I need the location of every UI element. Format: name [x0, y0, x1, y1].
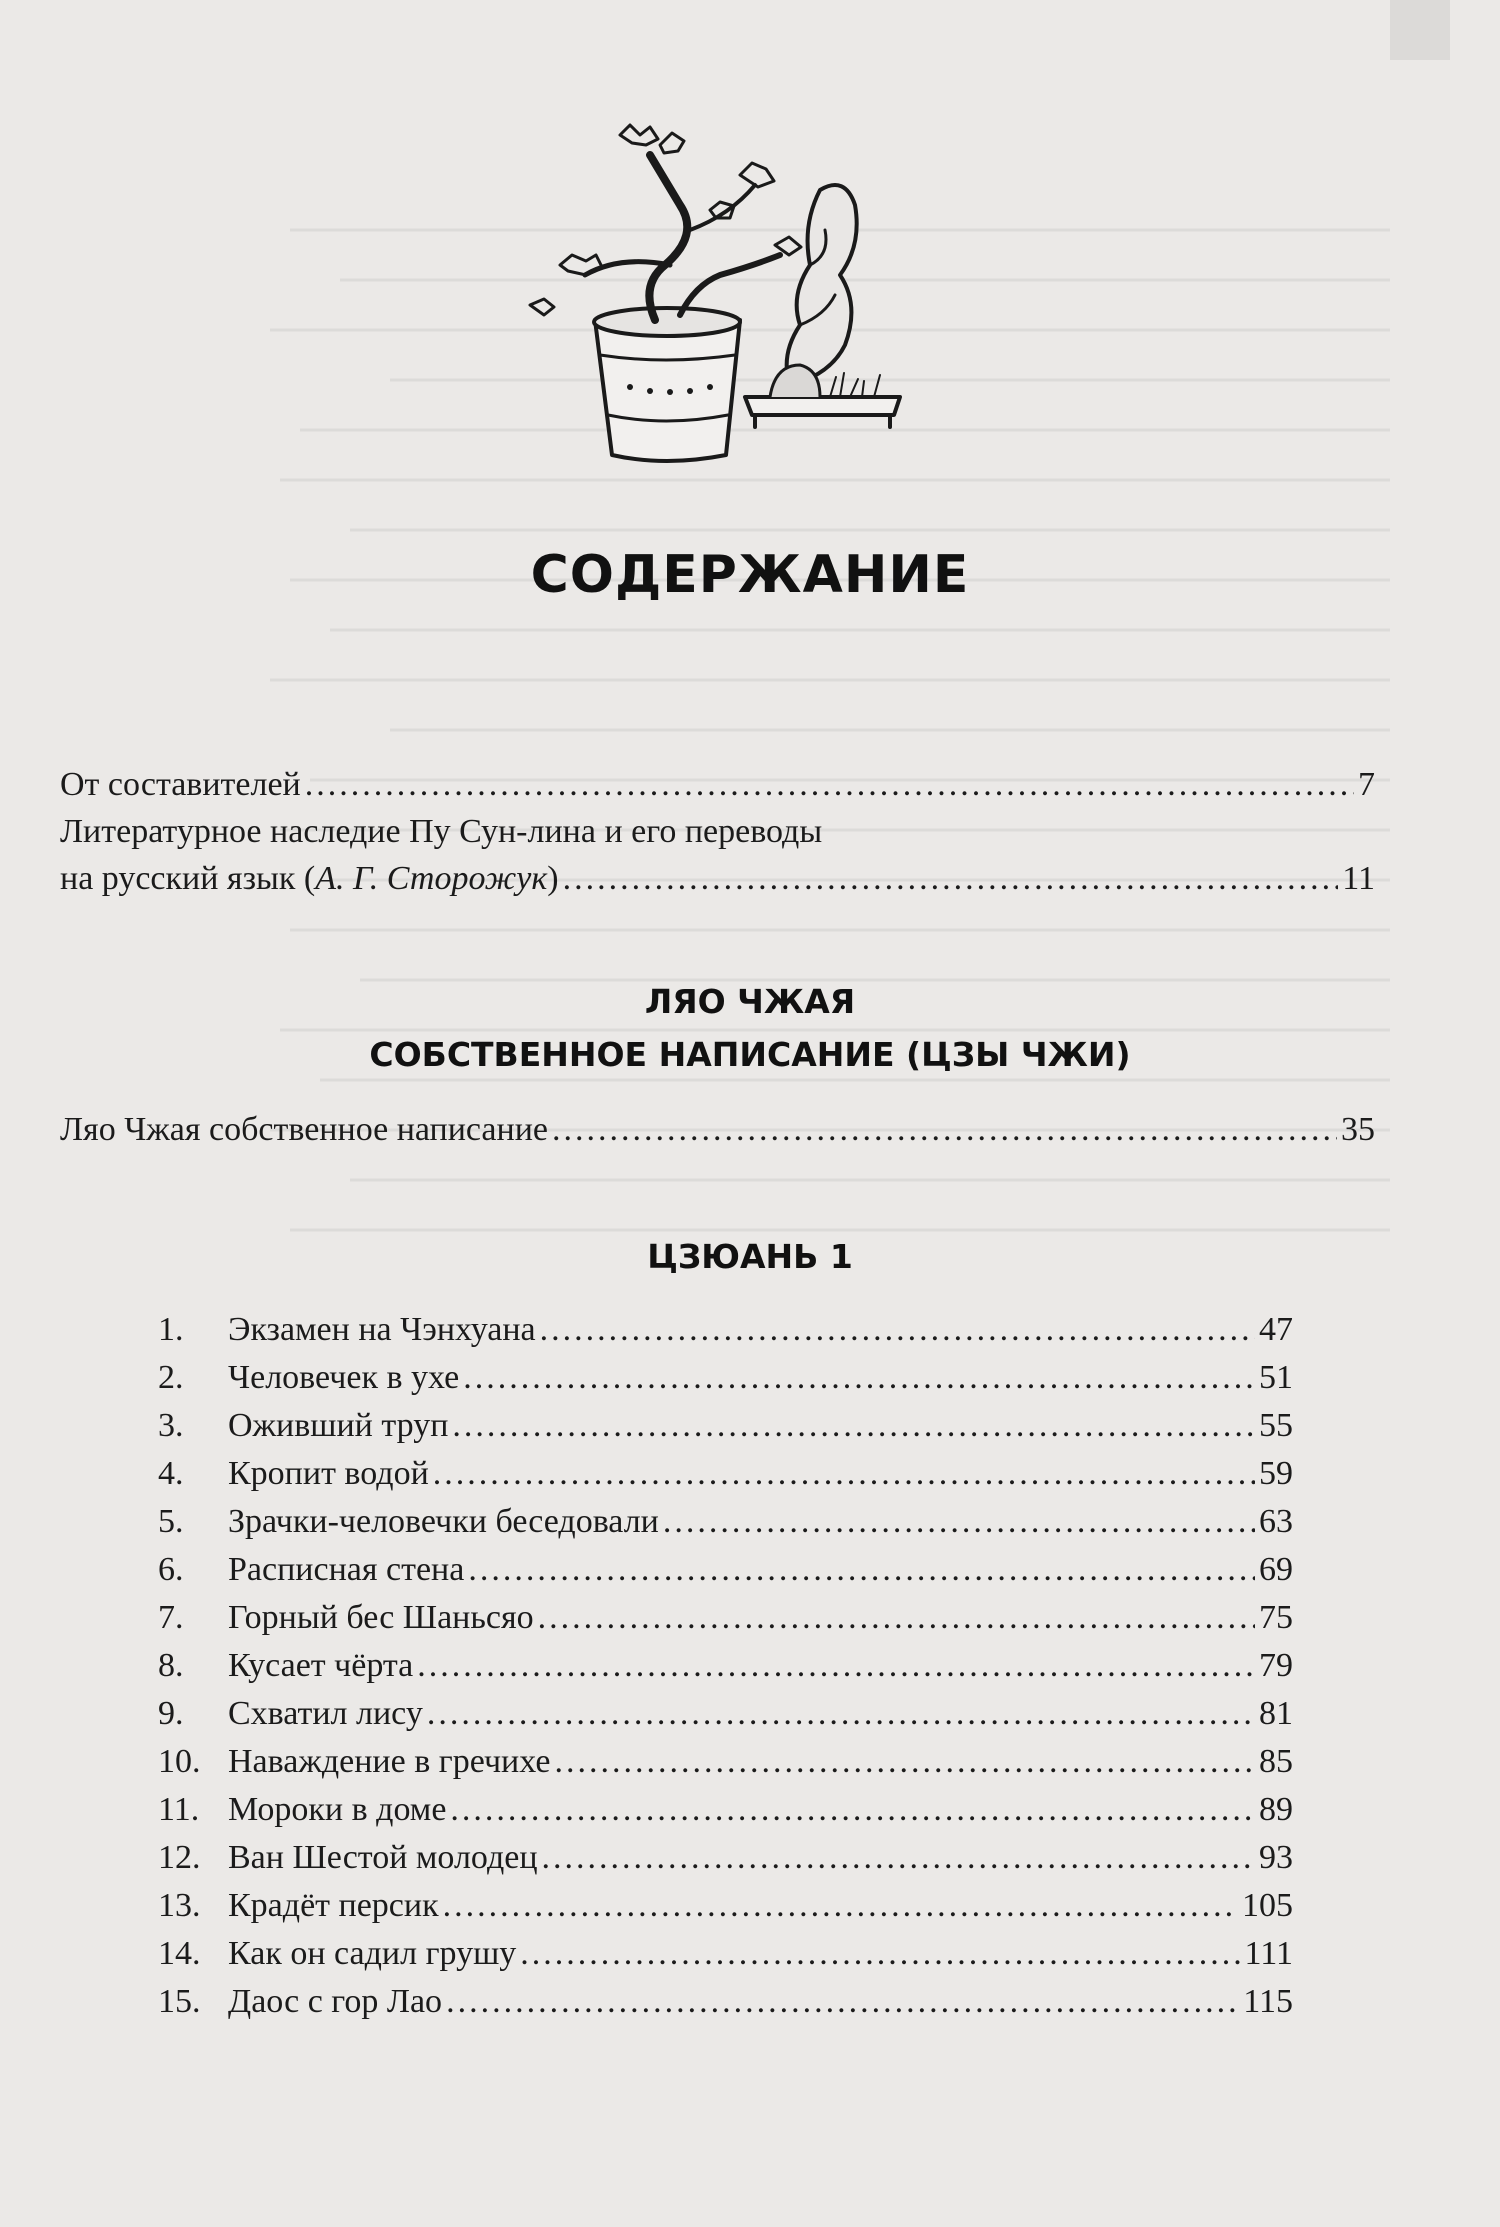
item-title: Как он садил грушу [228, 1935, 517, 1972]
item-number: 6. [158, 1551, 184, 1588]
toc-item [158, 1406, 1293, 1446]
dot-leader [305, 765, 1354, 805]
section-heading-line2: СОБСТВЕННОЕ НАПИСАНИЕ (ЦЗЫ ЧЖИ) [369, 1035, 1131, 1074]
page-title: СОДЕРЖАНИЕ [530, 545, 970, 605]
item-number: 5. [158, 1503, 184, 1540]
item-title: Кусает чёрта [228, 1647, 414, 1684]
toc-item [158, 1886, 1293, 1926]
dot-leader [450, 1790, 1255, 1830]
item-page: 85 [1259, 1743, 1293, 1780]
item-number: 12. [158, 1839, 201, 1876]
dot-leader [443, 1886, 1238, 1926]
item-page: 59 [1259, 1455, 1293, 1492]
essay-author: А. Г. Сторожук [315, 860, 548, 897]
toc-item [158, 1934, 1293, 1974]
item-page: 89 [1259, 1791, 1293, 1828]
item-page: 63 [1259, 1503, 1293, 1540]
toc-item [158, 1502, 1293, 1542]
toc-entry-preface [60, 1110, 1375, 1150]
item-title: Оживший труп [228, 1407, 449, 1444]
toc-item [158, 1550, 1293, 1590]
item-page: 55 [1259, 1407, 1293, 1444]
item-title: Ван Шестой молодец [228, 1839, 538, 1876]
item-page: 79 [1259, 1647, 1293, 1684]
dot-leader [463, 1358, 1255, 1398]
dot-leader [552, 1110, 1337, 1150]
dot-leader [417, 1646, 1255, 1686]
dot-leader [542, 1838, 1255, 1878]
dot-leader [427, 1694, 1255, 1734]
item-page: 47 [1259, 1311, 1293, 1348]
item-number: 10. [158, 1743, 201, 1780]
dot-leader [538, 1598, 1255, 1638]
item-title: Зрачки-человечки беседовали [228, 1503, 659, 1540]
dot-leader [452, 1406, 1255, 1446]
item-number: 2. [158, 1359, 184, 1396]
toc-entry-page: 11 [1342, 860, 1375, 897]
item-title: Горный бес Шаньсяо [228, 1599, 534, 1636]
item-number: 4. [158, 1455, 184, 1492]
toc-entry-essay [60, 859, 1375, 899]
section-heading-line1: ЛЯО ЧЖАЯ [644, 982, 856, 1021]
item-page: 69 [1259, 1551, 1293, 1588]
item-number: 15. [158, 1983, 201, 2020]
item-title: Кропит водой [228, 1455, 429, 1492]
item-page: 75 [1259, 1599, 1293, 1636]
item-number: 14. [158, 1935, 201, 1972]
item-page: 93 [1259, 1839, 1293, 1876]
item-page: 105 [1242, 1887, 1293, 1924]
chapter-heading: ЦЗЮАНЬ 1 [647, 1237, 853, 1276]
item-number: 11. [158, 1791, 200, 1828]
item-title: Расписная стена [228, 1551, 465, 1588]
item-title: Человечек в ухе [228, 1359, 460, 1396]
dot-leader [563, 859, 1339, 899]
toc-entry-title: на русский язык (А. Г. Сторожук) [60, 860, 559, 897]
dot-leader [433, 1454, 1255, 1494]
bonsai-illustration [490, 115, 920, 485]
item-page: 115 [1243, 1983, 1293, 2020]
toc-item [158, 1838, 1293, 1878]
dot-leader [555, 1742, 1256, 1782]
item-title: Экзамен на Чэнхуана [228, 1311, 536, 1348]
item-number: 9. [158, 1695, 184, 1732]
item-number: 13. [158, 1887, 201, 1924]
item-title: Даос с гор Лао [228, 1983, 443, 2020]
toc-item [158, 1742, 1293, 1782]
item-title: Наваждение в гречихе [228, 1743, 551, 1780]
toc-item [158, 1982, 1293, 2022]
toc-entry-title: Ляо Чжая собственное написание [60, 1111, 549, 1148]
item-page: 51 [1259, 1359, 1293, 1396]
toc-item [158, 1598, 1293, 1638]
toc-item [158, 1694, 1293, 1734]
dot-leader [468, 1550, 1255, 1590]
toc-item [158, 1790, 1293, 1830]
item-title: Схватил лису [228, 1695, 423, 1732]
item-title: Мороки в доме [228, 1791, 447, 1828]
toc-entry-page: 35 [1341, 1111, 1375, 1148]
toc-item [158, 1646, 1293, 1686]
item-number: 8. [158, 1647, 184, 1684]
dot-leader [540, 1310, 1255, 1350]
item-number: 1. [158, 1311, 184, 1348]
dot-leader [446, 1982, 1239, 2022]
item-page: 81 [1259, 1695, 1293, 1732]
item-number: 3. [158, 1407, 184, 1444]
item-title: Крадёт персик [228, 1887, 439, 1924]
dot-leader [520, 1934, 1240, 1974]
toc-entry-essay-line1: Литературное наследие Пу Сун-лина и его переводы [60, 813, 823, 850]
item-number: 7. [158, 1599, 184, 1636]
toc-item [158, 1310, 1293, 1350]
toc-entry-title: От составителей [60, 766, 301, 803]
toc-entry-page: 7 [1358, 766, 1375, 803]
item-page: 111 [1244, 1935, 1293, 1972]
toc-entry-intro [60, 765, 1375, 805]
page-corner-shade [1390, 0, 1450, 60]
toc-item [158, 1454, 1293, 1494]
toc-item [158, 1358, 1293, 1398]
dot-leader [663, 1502, 1255, 1542]
